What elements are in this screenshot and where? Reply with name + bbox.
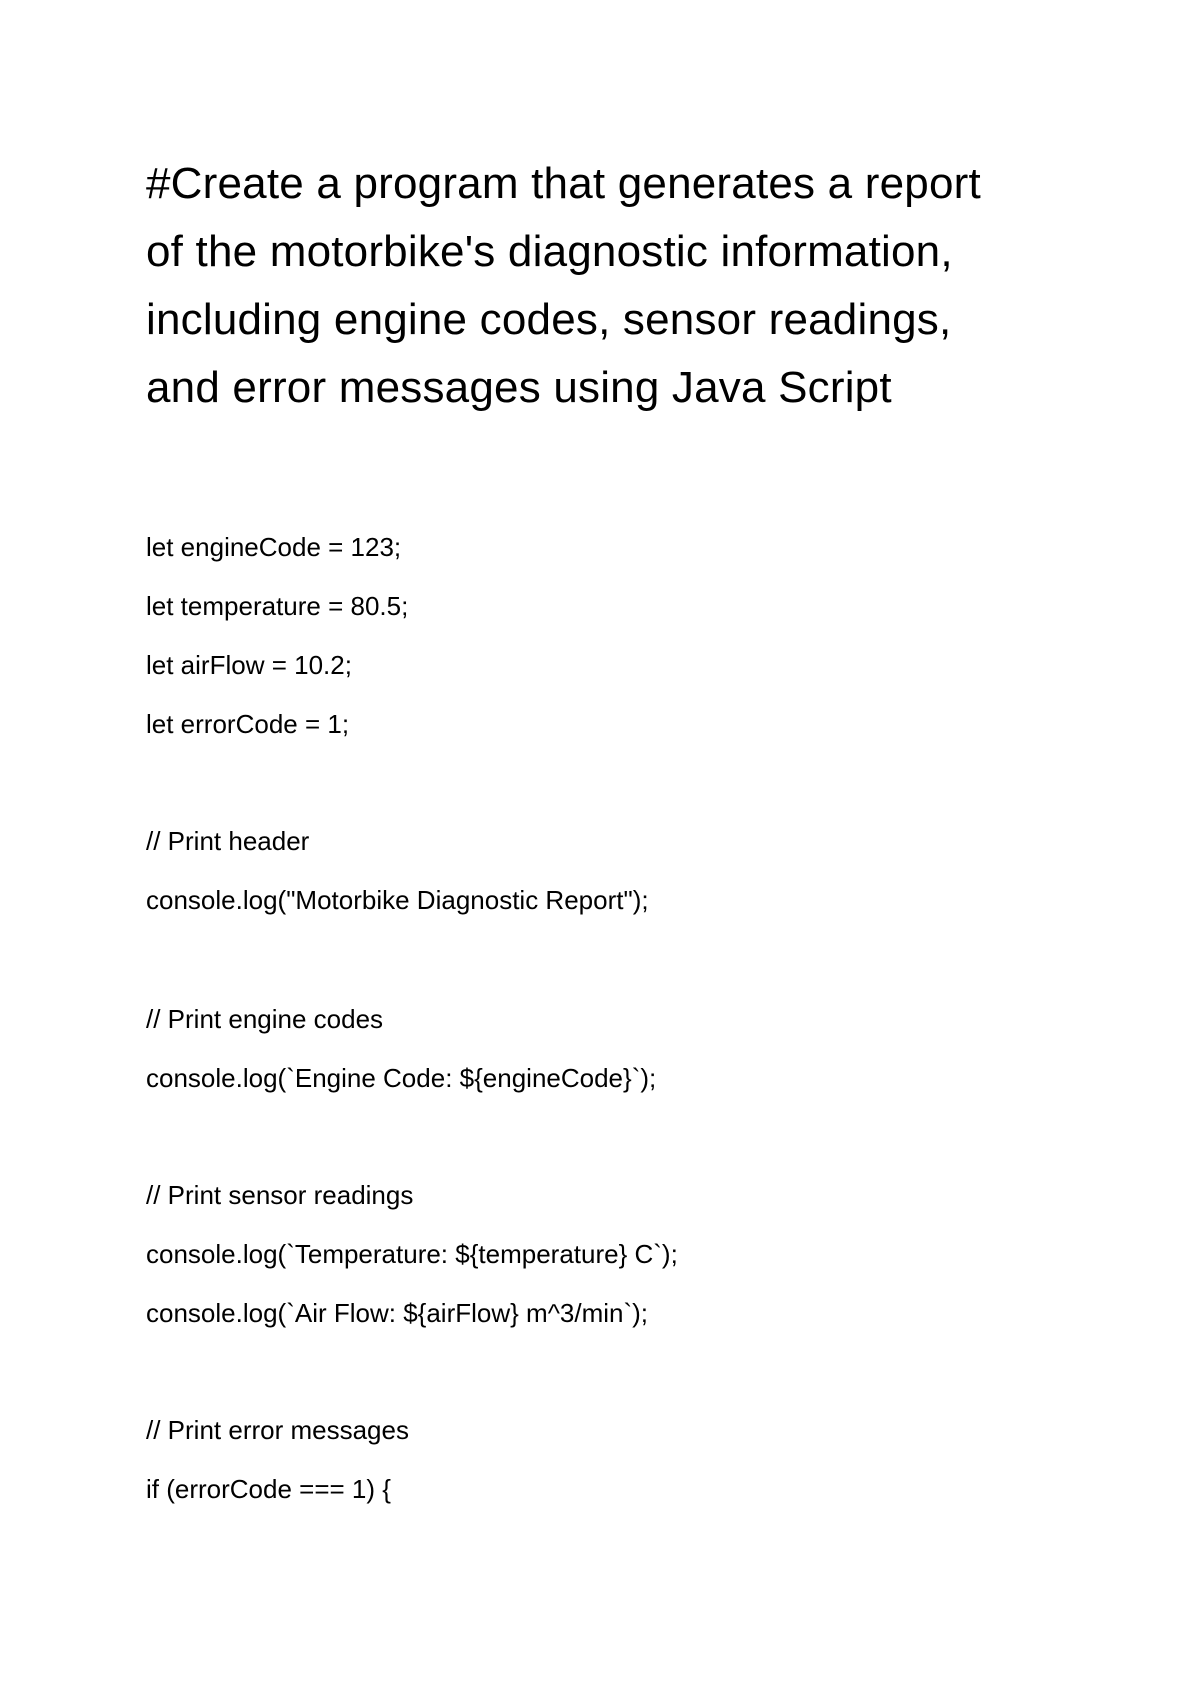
code-line-airflow-declaration: let airFlow = 10.2;: [146, 650, 352, 680]
code-line-print-header: console.log("Motorbike Diagnostic Report");: [146, 885, 649, 915]
heading-line: and error messages using Java Script: [146, 363, 892, 412]
code-line-print-temperature: console.log(`Temperature: ${temperature} C`);: [146, 1239, 678, 1269]
code-line-temperature-declaration: let temperature = 80.5;: [146, 591, 409, 621]
code-line-print-airflow: console.log(`Air Flow: ${airFlow} m^3/min`);: [146, 1298, 649, 1328]
heading-line: of the motorbike's diagnostic information,: [146, 227, 953, 276]
code-comment-print-engine-codes: // Print engine codes: [146, 1004, 384, 1034]
heading-line: #Create a program that generates a report: [146, 159, 981, 208]
code-comment-print-error-messages: // Print error messages: [146, 1415, 409, 1445]
heading-line: including engine codes, sensor readings,: [146, 295, 952, 344]
code-line-error-code-declaration: let errorCode = 1;: [146, 709, 350, 739]
document-heading: [146, 150, 1106, 422]
code-line-engine-code-declaration: let engineCode = 123;: [146, 532, 402, 562]
code-line-print-engine-code: console.log(`Engine Code: ${engineCode}`);: [146, 1063, 657, 1093]
code-comment-print-sensor-readings: // Print sensor readings: [146, 1180, 414, 1210]
code-comment-print-header: // Print header: [146, 826, 310, 856]
code-line-error-check: if (errorCode === 1) {: [146, 1474, 391, 1504]
